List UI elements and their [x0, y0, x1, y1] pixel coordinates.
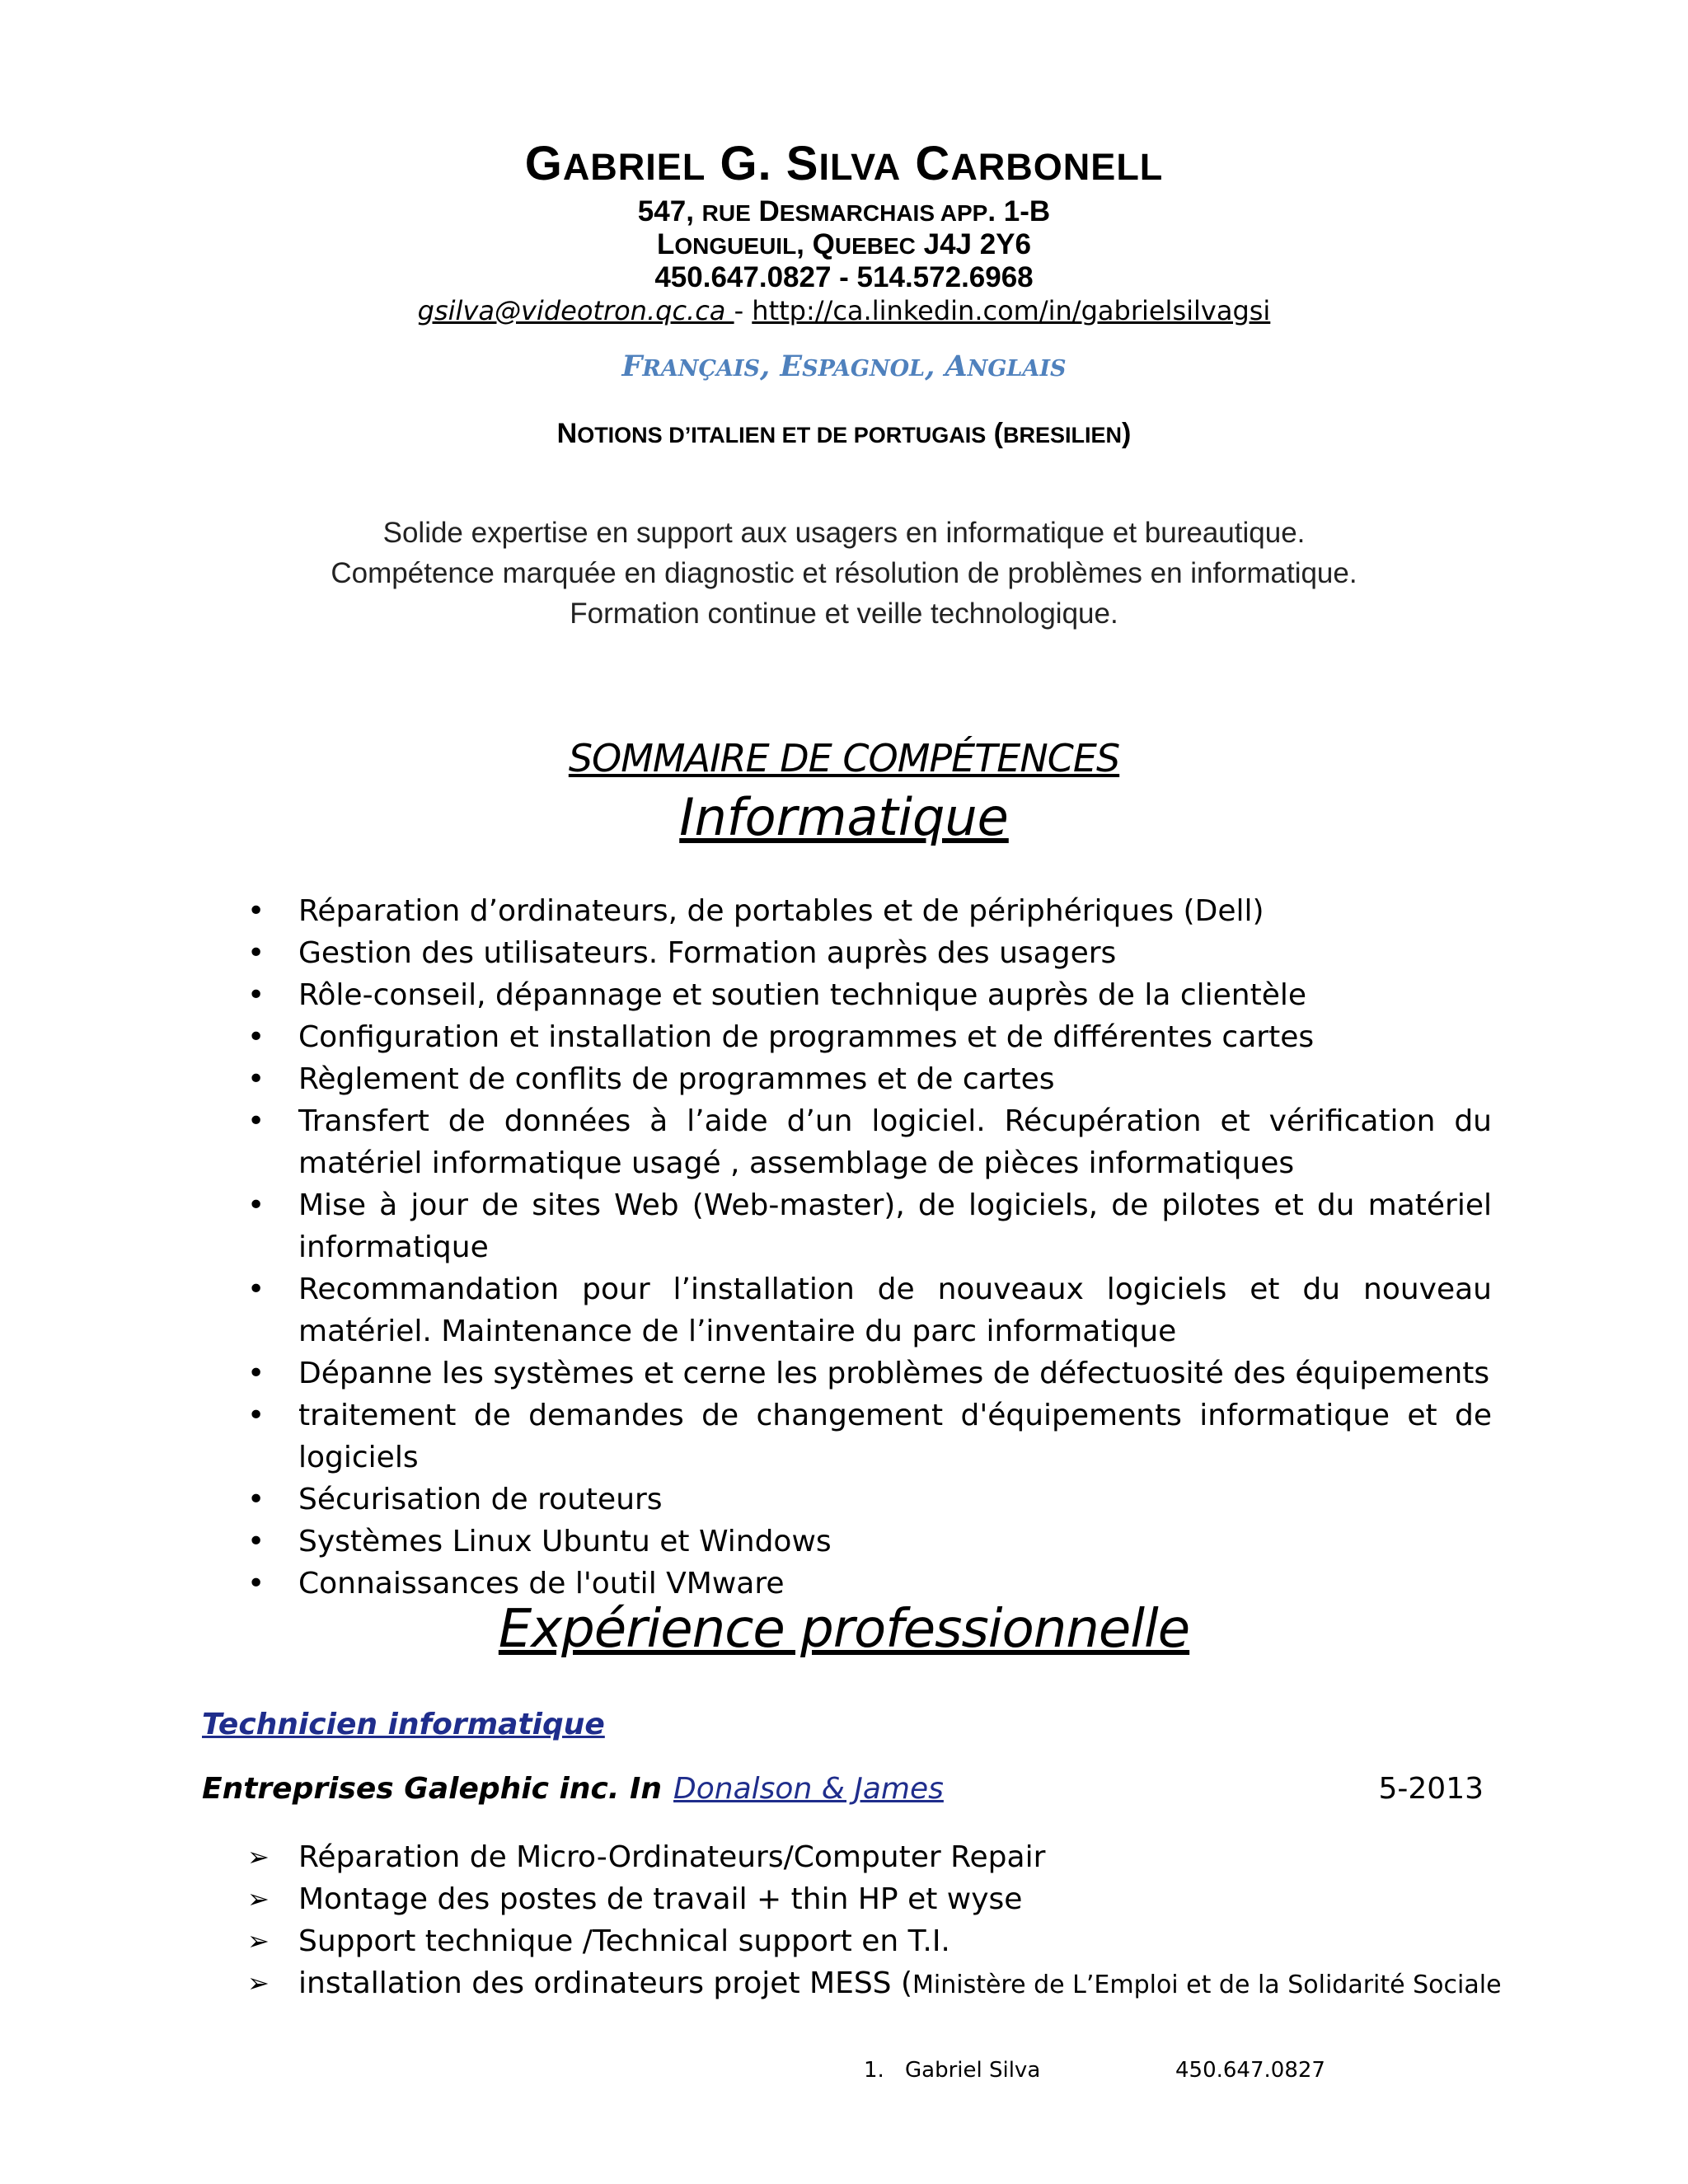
skill-item: • Mise à jour de sites Web (Web-master), de logiciels, de pilotes et du matériel informatique	[247, 1184, 1492, 1268]
informatique-heading: Informatique	[679, 787, 1009, 847]
task-item: ➢ Réparation de Micro-Ordinateurs/Computer Repair	[247, 1836, 1566, 1878]
skill-item: • Gestion des utilisateurs. Formation auprès des usagers	[247, 932, 1492, 974]
footer-phone: 450.647.0827	[1175, 2058, 1325, 2083]
contact-separator: -	[734, 295, 753, 326]
address-line-1: 547, RUE DESMARCHAIS APP. 1-B	[637, 195, 1051, 227]
footer-name: Gabriel Silva	[905, 2058, 1041, 2083]
skill-item: • Systèmes Linux Ubuntu et Windows	[247, 1521, 1492, 1563]
skill-item: • Connaissances de l'outil VMware	[247, 1563, 1492, 1605]
skill-item: • Dépanne les systèmes et cerne les problèmes de défectuosité des équipements	[247, 1352, 1492, 1394]
arrow-bullet-icon: ➢	[247, 1925, 270, 1957]
competences-heading: SOMMAIRE DE COMPÉTENCES	[568, 736, 1120, 780]
linkedin-link[interactable]: http://ca.linkedin.com/in/gabrielsilvagsi	[752, 295, 1271, 326]
employer-link[interactable]: Donalson & James	[673, 1772, 944, 1806]
contact-line	[0, 295, 1688, 326]
email-link[interactable]: gsilva@videotron.qc.ca	[417, 295, 734, 326]
employer-row	[202, 1772, 1484, 1806]
page-number: 1.	[864, 2058, 884, 2083]
arrow-bullet-icon: ➢	[247, 1967, 270, 1999]
summary-line: Compétence marquée en diagnostic et résolution de problèmes en informatique.	[331, 557, 1357, 589]
candidate-name: GABRIEL G. SILVA CARBONELL	[524, 137, 1164, 190]
profile-summary	[0, 513, 1688, 634]
skill-item: • Sécurisation de routeurs	[247, 1479, 1492, 1521]
language-notions: NOTIONS D’ITALIEN ET DE PORTUGAIS (BRESILIEN)	[556, 418, 1132, 449]
arrow-bullet-icon: ➢	[247, 1841, 270, 1872]
summary-line: Formation continue et veille technologique.	[570, 598, 1118, 630]
summary-line: Solide expertise en support aux usagers en informatique et bureautique.	[382, 517, 1306, 549]
skill-item: • Configuration et installation de programmes et de différentes cartes	[247, 1016, 1492, 1058]
skill-item: • Transfert de données à l’aide d’un logiciel. Récupération et vérification du matériel informatique usagé , assemblage de pièces informatiques	[247, 1100, 1492, 1184]
skill-item: • Règlement de conflits de programmes et de cartes	[247, 1058, 1492, 1100]
skill-item: • Rôle-conseil, dépannage et soutien technique auprès de la clientèle	[247, 974, 1492, 1016]
job-date: 5-2013	[1378, 1772, 1484, 1806]
task-item: ➢ Montage des postes de travail + thin HP et wyse	[247, 1878, 1566, 1920]
task-item: ➢ Support technique /Technical support en T.I.	[247, 1920, 1566, 1962]
skill-item: • traitement de demandes de changement d'équipements informatique et de logiciels	[247, 1394, 1492, 1479]
address-line-2: LONGUEUIL, QUEBEC J4J 2Y6	[657, 228, 1031, 260]
languages: FRANÇAIS, ESPAGNOL, ANGLAIS	[621, 349, 1067, 383]
job-title: Technicien informatique	[202, 1708, 605, 1741]
employer-name: Entreprises Galephic inc. In	[202, 1772, 663, 1806]
tasks-list	[247, 1836, 1566, 2006]
arrow-bullet-icon: ➢	[247, 1883, 270, 1915]
skill-item: • Recommandation pour l’installation de nouveaux logiciels et du nouveau matériel. Maintenance de l’inventaire du parc informatique	[247, 1268, 1492, 1352]
skill-item: • Réparation d’ordinateurs, de portables et de périphériques (Dell)	[247, 890, 1492, 932]
task-item: ➢ installation des ordinateurs projet MESS (Ministère de L’Emploi et de la Solidarité Sociale	[247, 1962, 1566, 2006]
experience-heading: Expérience professionnelle	[498, 1599, 1190, 1660]
phone-numbers: 450.647.0827 - 514.572.6968	[654, 261, 1034, 293]
skills-list	[247, 890, 1492, 1605]
